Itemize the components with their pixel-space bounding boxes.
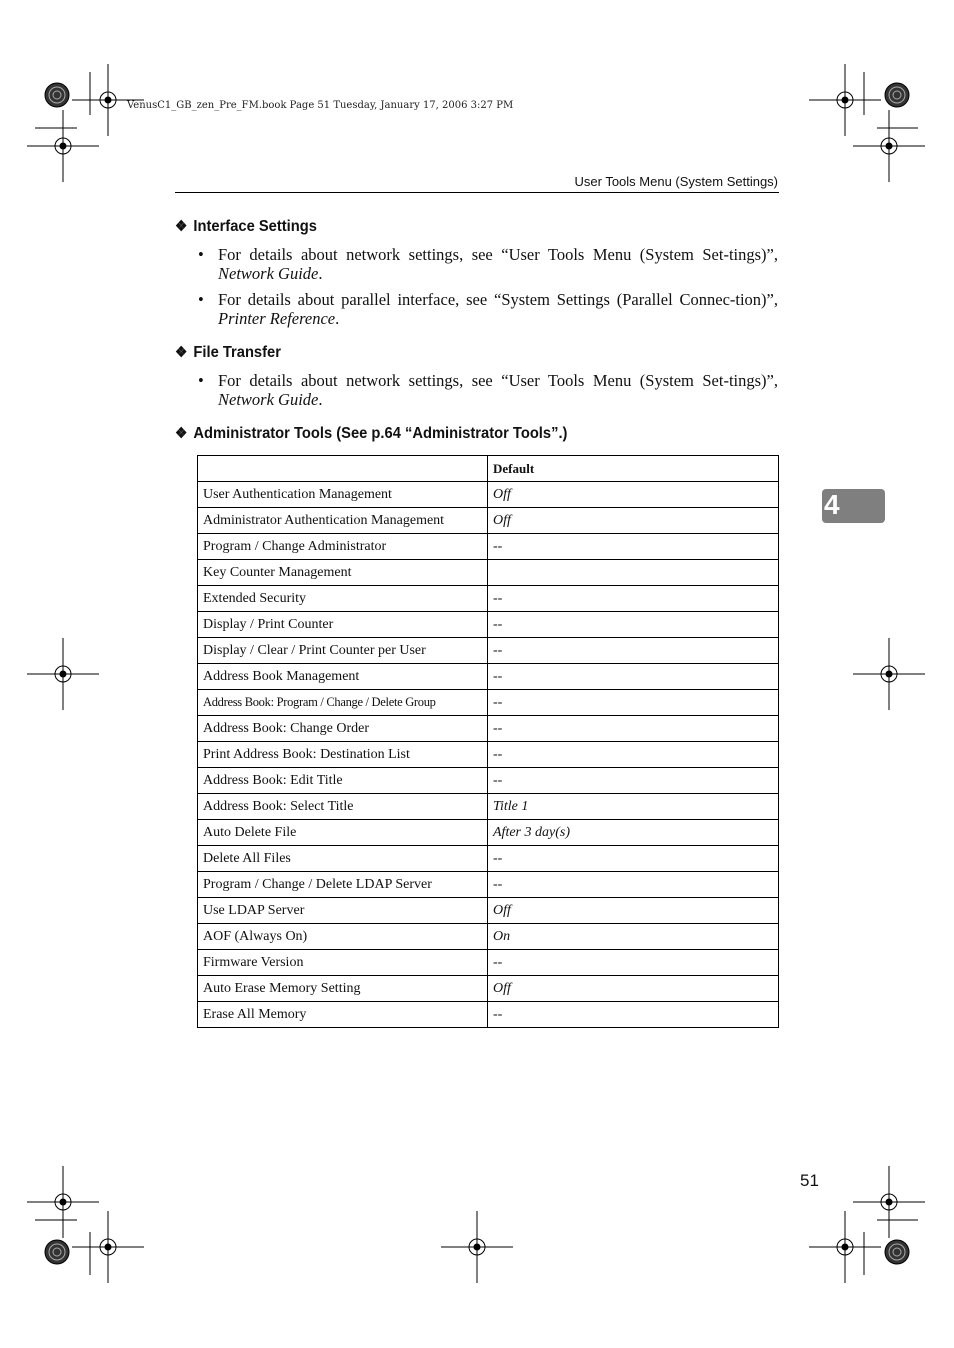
heading-text: Interface Settings bbox=[193, 218, 317, 235]
default-value-cell: -- bbox=[488, 534, 779, 560]
setting-name-cell: Program / Change Administrator bbox=[198, 534, 488, 560]
reference-title: Network Guide bbox=[218, 390, 319, 409]
default-value-cell: -- bbox=[488, 716, 779, 742]
reference-title: Printer Reference bbox=[218, 309, 336, 328]
punct: . bbox=[318, 264, 323, 283]
setting-name-cell: Display / Clear / Print Counter per User bbox=[198, 638, 488, 664]
registration-mark bbox=[853, 1166, 925, 1238]
table-row bbox=[198, 950, 779, 976]
setting-name-cell: Auto Erase Memory Setting bbox=[198, 976, 488, 1002]
setting-name-cell: Address Book: Edit Title bbox=[198, 768, 488, 794]
default-value-cell: On bbox=[488, 924, 779, 950]
section-heading-interface bbox=[175, 217, 317, 236]
bullet-icon: • bbox=[198, 245, 204, 264]
table-row bbox=[198, 1002, 779, 1028]
setting-name-cell: Key Counter Management bbox=[198, 560, 488, 586]
admin-tools-table bbox=[197, 455, 779, 1028]
table-row bbox=[198, 976, 779, 1002]
bullet-text: For details about network settings, see “User Tools Menu (System Set-tings)”, bbox=[218, 371, 778, 390]
table-row bbox=[198, 872, 779, 898]
bullet-icon: • bbox=[198, 290, 204, 309]
table-row bbox=[198, 716, 779, 742]
table-row bbox=[198, 638, 779, 664]
default-value-cell: Off bbox=[488, 898, 779, 924]
bullet-item bbox=[198, 290, 778, 328]
bullet-text: For details about parallel interface, see “System Settings (Parallel Connec-tion)”, bbox=[218, 290, 778, 309]
table-row bbox=[198, 820, 779, 846]
header-cell-default: Default bbox=[488, 456, 779, 482]
registration-mark bbox=[72, 1211, 144, 1283]
setting-name-cell: Administrator Authentication Management bbox=[198, 508, 488, 534]
table-row bbox=[198, 846, 779, 872]
default-value-cell: Off bbox=[488, 508, 779, 534]
setting-name-cell: Delete All Files bbox=[198, 846, 488, 872]
default-value-cell: -- bbox=[488, 638, 779, 664]
table-row bbox=[198, 534, 779, 560]
bullet-text: For details about network settings, see “User Tools Menu (System Set-tings)”, bbox=[218, 245, 778, 264]
table-row bbox=[198, 794, 779, 820]
table-row bbox=[198, 586, 779, 612]
default-value-cell: -- bbox=[488, 690, 779, 716]
default-value-cell: -- bbox=[488, 612, 779, 638]
setting-name-cell: Address Book: Program / Change / Delete Group bbox=[198, 690, 488, 716]
table-row bbox=[198, 612, 779, 638]
setting-name-cell: Extended Security bbox=[198, 586, 488, 612]
page-number: 51 bbox=[800, 1171, 819, 1190]
reference-title: Network Guide bbox=[218, 264, 319, 283]
default-value-cell: After 3 day(s) bbox=[488, 820, 779, 846]
running-header: User Tools Menu (System Settings) bbox=[574, 174, 778, 189]
registration-mark bbox=[27, 1166, 99, 1238]
rosette-mark-bottom-right bbox=[885, 1240, 909, 1264]
heading-text: File Transfer bbox=[193, 344, 281, 361]
heading-text: Administrator Tools (See p.64 “Administrator Tools”.) bbox=[193, 425, 568, 442]
table-row bbox=[198, 508, 779, 534]
default-value-cell: Off bbox=[488, 482, 779, 508]
registration-mark bbox=[27, 110, 99, 182]
diamond-icon: ❖ bbox=[175, 344, 188, 361]
table-row bbox=[198, 664, 779, 690]
setting-name-cell: Firmware Version bbox=[198, 950, 488, 976]
default-value-cell: Off bbox=[488, 976, 779, 1002]
default-value-cell: -- bbox=[488, 872, 779, 898]
setting-name-cell: User Authentication Management bbox=[198, 482, 488, 508]
default-value-cell bbox=[488, 560, 779, 586]
registration-mark bbox=[27, 638, 99, 710]
default-value-cell: -- bbox=[488, 846, 779, 872]
default-value-cell: -- bbox=[488, 950, 779, 976]
default-value-cell: -- bbox=[488, 768, 779, 794]
default-value-cell: -- bbox=[488, 586, 779, 612]
default-value-cell: Title 1 bbox=[488, 794, 779, 820]
section-heading-file-transfer bbox=[175, 343, 281, 362]
table-row bbox=[198, 742, 779, 768]
file-meta-line: VenusC1_GB_zen_Pre_FM.book Page 51 Tuesday, January 17, 2006 3:27 PM bbox=[127, 100, 514, 111]
bullet-icon: • bbox=[198, 371, 204, 390]
registration-mark bbox=[809, 1211, 881, 1283]
chapter-tab bbox=[822, 489, 885, 523]
setting-name-cell: Address Book: Select Title bbox=[198, 794, 488, 820]
registration-mark bbox=[853, 110, 925, 182]
table-row bbox=[198, 898, 779, 924]
registration-mark bbox=[853, 638, 925, 710]
rosette-mark-bottom-left bbox=[45, 1240, 69, 1264]
registration-mark bbox=[809, 64, 881, 136]
rosette-mark-top-left bbox=[45, 83, 69, 107]
setting-name-cell: Erase All Memory bbox=[198, 1002, 488, 1028]
setting-name-cell: Address Book: Change Order bbox=[198, 716, 488, 742]
header-cell-setting bbox=[198, 456, 488, 482]
bullet-item bbox=[198, 245, 778, 283]
diamond-icon: ❖ bbox=[175, 425, 188, 442]
table-row bbox=[198, 924, 779, 950]
bullet-item bbox=[198, 371, 778, 409]
setting-name-cell: AOF (Always On) bbox=[198, 924, 488, 950]
setting-name-cell: Program / Change / Delete LDAP Server bbox=[198, 872, 488, 898]
registration-mark bbox=[441, 1211, 513, 1283]
punct: . bbox=[318, 390, 323, 409]
table-row bbox=[198, 768, 779, 794]
chapter-number: 4 bbox=[824, 489, 840, 520]
setting-name-cell: Use LDAP Server bbox=[198, 898, 488, 924]
table-header-row bbox=[198, 456, 779, 482]
setting-name-cell: Display / Print Counter bbox=[198, 612, 488, 638]
default-value-cell: -- bbox=[488, 1002, 779, 1028]
table-row bbox=[198, 482, 779, 508]
section-heading-admin-tools bbox=[175, 424, 567, 443]
rosette-mark-top-right bbox=[885, 83, 909, 107]
table-row bbox=[198, 560, 779, 586]
table-row bbox=[198, 690, 779, 716]
setting-name-cell: Auto Delete File bbox=[198, 820, 488, 846]
setting-name-cell: Print Address Book: Destination List bbox=[198, 742, 488, 768]
punct: . bbox=[335, 309, 340, 328]
default-value-cell: -- bbox=[488, 664, 779, 690]
default-value-cell: -- bbox=[488, 742, 779, 768]
setting-name-cell: Address Book Management bbox=[198, 664, 488, 690]
header-rule bbox=[175, 192, 779, 193]
diamond-icon: ❖ bbox=[175, 218, 188, 235]
